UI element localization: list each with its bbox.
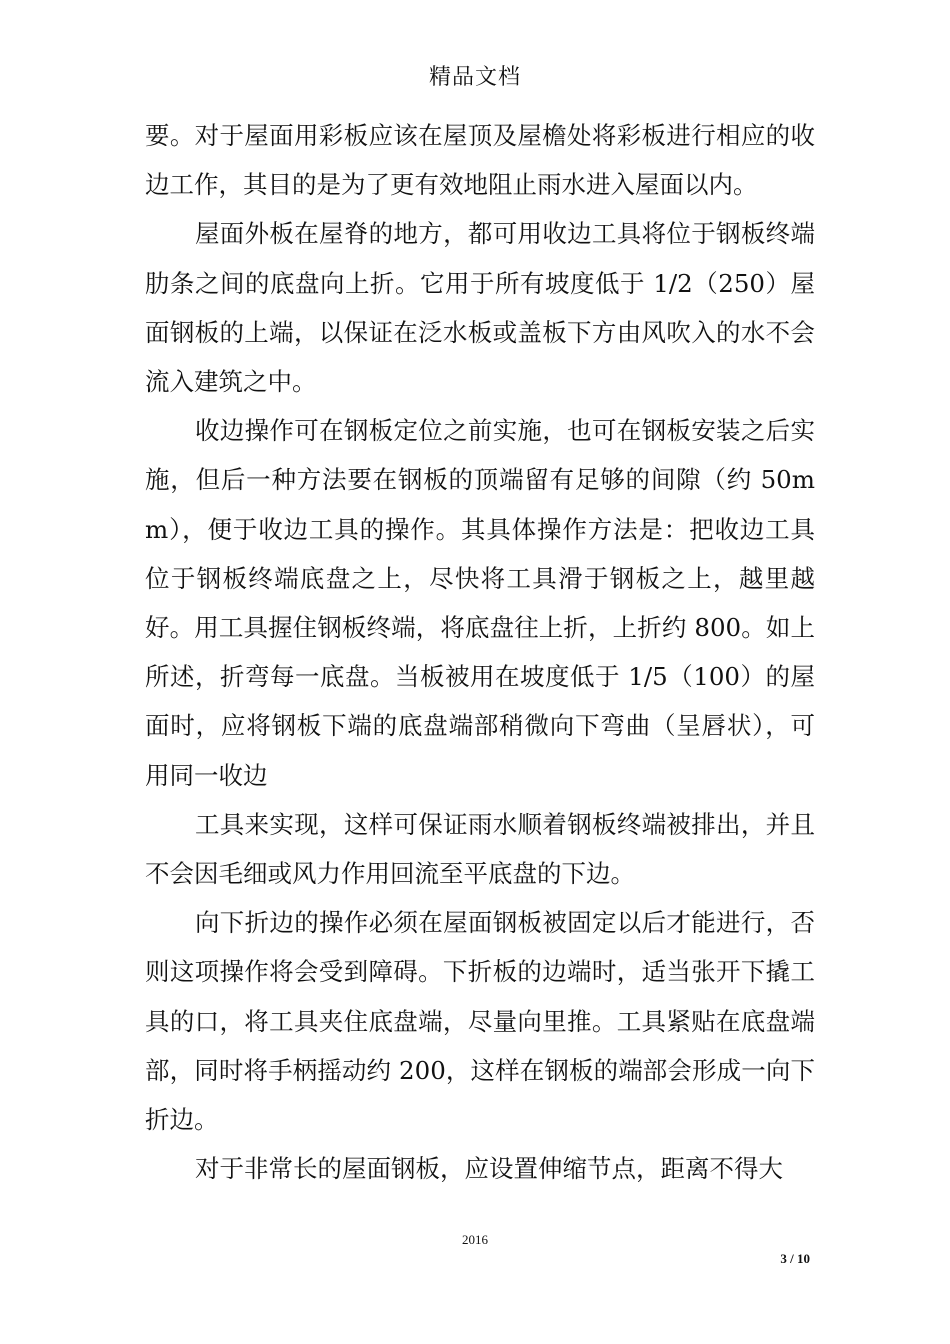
paragraph-5: 向下折边的操作必须在屋面钢板被固定以后才能进行，否则这项操作将会受到障碍。下折板的边端时，适当张开下撬工具的口，将工具夹住底盘端，尽量向里推。工具紧贴在底盘端部，同时将手柄摇动约 200，这样在钢板的端部会形成一向下折边。 bbox=[145, 908, 815, 1135]
page-header-title: 精品文档 bbox=[428, 65, 521, 90]
paragraph-2: 屋面外板在屋脊的地方，都可用收边工具将位于钢板终端肋条之间的底盘向上折。它用于所有坡度低于 1/2（250）屋面钢板的上端，以保证在泛水板或盖板下方由风吹入的水不会流入建筑之中。 bbox=[145, 219, 815, 397]
paragraph-6: 对于非常长的屋面钢板，应设置伸缩节点，距离不得大 bbox=[195, 1154, 783, 1184]
footer-year: 2016 bbox=[462, 1232, 488, 1247]
paragraph-1: 要。对于屋面用彩板应该在屋顶及屋檐处将彩板进行相应的收边工作，其目的是为了更有效地阻止雨水进入屋面以内。 bbox=[145, 121, 815, 200]
document-body bbox=[145, 111, 815, 1193]
paragraph-4: 工具来实现，这样可保证雨水顺着钢板终端被排出，并且不会因毛细或风力作用回流至平底盘的下边。 bbox=[145, 809, 815, 889]
paragraph-3: 收边操作可在钢板定位之前实施，也可在钢板安装之后实施，但后一种方法要在钢板的顶端留有足够的间隙（约 50mm），便于收边工具的操作。其具体操作方法是：把收边工具位于钢板终端底盘之上，尽快将工具滑于钢板之上，越里越好。用工具握住钢板终端，将底盘往上折，上折约 800。如上所述，折弯每一底盘。当板被用在坡度低于 1/5（100）的屋面时，应将钢板下端的底盘端部稍微向下弯曲（呈唇状），可用同一收边 bbox=[145, 416, 815, 790]
page-number: 3 / 10 bbox=[780, 1251, 810, 1266]
